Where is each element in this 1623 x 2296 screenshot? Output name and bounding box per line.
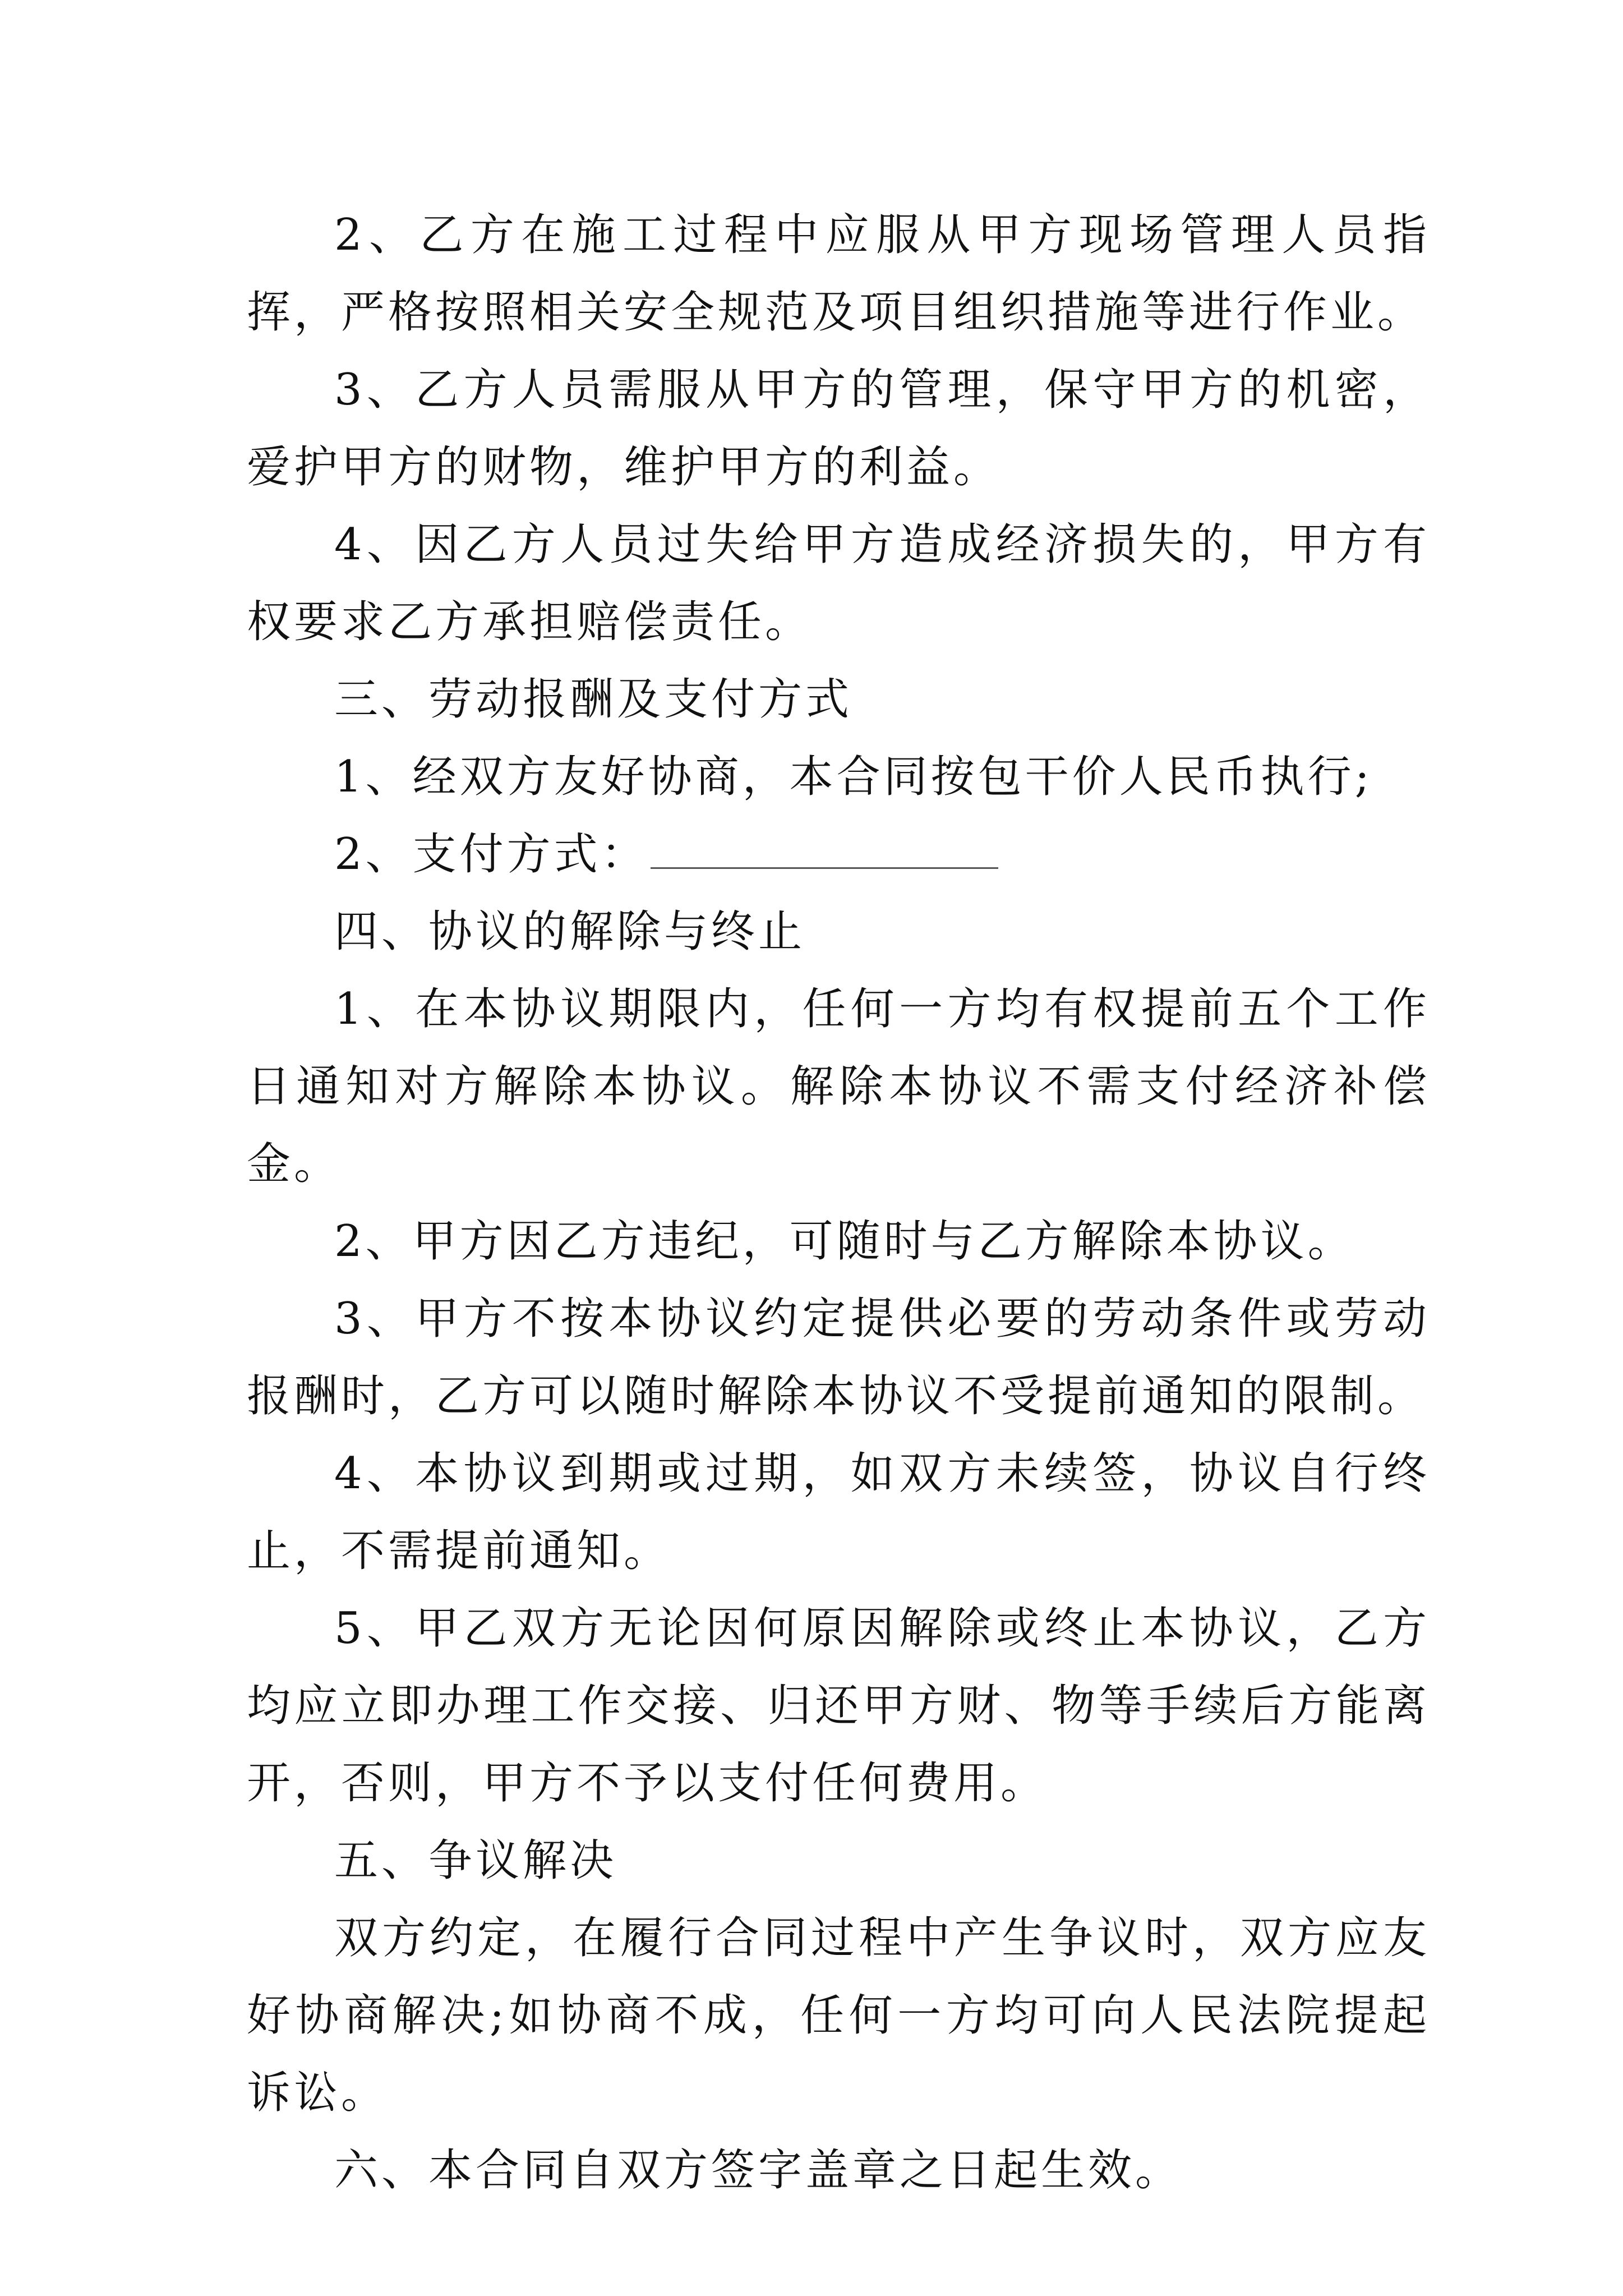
paragraph: 双方约定，在履行合同过程中产生争议时，双方应友好协商解决;如协商不成，任何一方均可向人民法院提起诉讼。 [247, 1913, 1430, 2118]
paragraph: 3、乙方人员需服从甲方的管理，保守甲方的机密，爱护甲方的财物，维护甲方的利益。 [247, 365, 1430, 493]
fill-in-blank-line [651, 828, 998, 869]
paragraph: 2、乙方在施工过程中应服从甲方现场管理人员指挥，严格按照相关安全规范及项目组织措施等进行作业。 [247, 210, 1430, 338]
paragraph: 1、经双方友好协商，本合同按包干价人民币执行; [334, 752, 1373, 802]
paragraph: 2、甲方因乙方违纪，可随时与乙方解除本协议。 [334, 1216, 1355, 1267]
paragraph: 4、本协议到期或过期，如双方未续签，协议自行终止，不需提前通知。 [247, 1448, 1430, 1576]
section-heading: 六、本合同自双方签字盖章之日起生效。 [334, 2145, 1183, 2196]
section-heading: 五、争议解决 [334, 1835, 617, 1886]
paragraph: 5、甲乙双方无论因何原因解除或终止本协议，乙方均应立即办理工作交接、归还甲方财、物等手续后方能离开，否则，甲方不予以支付任何费用。 [247, 1603, 1430, 1809]
payment-method-line [247, 816, 1430, 893]
paragraph: 1、在本协议期限内，任何一方均有权提前五个工作日通知对方解除本协议。解除本协议不需支付经济补偿金。 [247, 984, 1430, 1189]
payment-method-label: 2、支付方式： [334, 829, 648, 880]
document-body [247, 196, 1430, 2209]
section-heading: 三、劳动报酬及支付方式 [334, 674, 853, 725]
section-heading: 四、协议的解除与终止 [334, 907, 806, 957]
paragraph: 4、因乙方人员过失给甲方造成经济损失的，甲方有权要求乙方承担赔偿责任。 [247, 519, 1430, 647]
paragraph: 3、甲方不按本协议约定提供必要的劳动条件或劳动报酬时，乙方可以随时解除本协议不受提前通知的限制。 [247, 1294, 1430, 1421]
